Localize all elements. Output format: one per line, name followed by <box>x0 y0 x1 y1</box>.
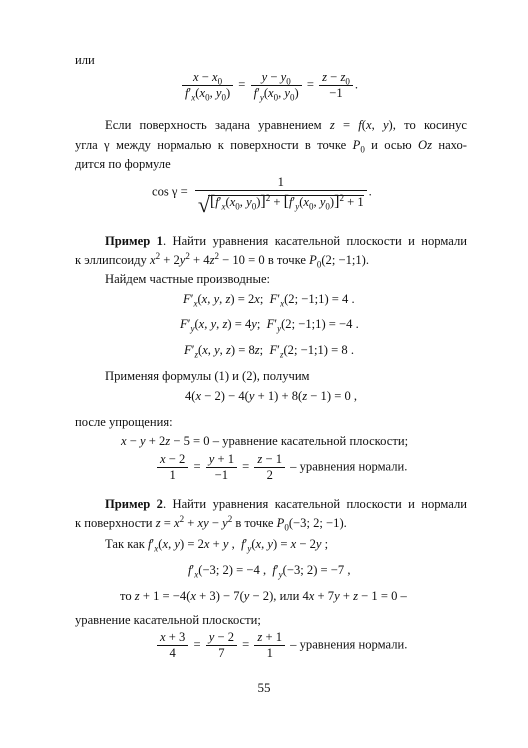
paragraph-surface-line3: дится по формуле <box>75 157 171 171</box>
example1-ellipsoid: к эллипсоиду $x^2 + 2y^2 + 4z^2 - 10 = 0$ в точке $P_0(2$; −1;1). <box>75 250 370 270</box>
formula-normal-canonical: $\frac{x - x_0}{f'_x(x_0, y_0)}$ = $\frac{y - y_0}{f'_y(x_0, y_0)}$ = $\frac{z - z_0}{-1}$ . <box>180 70 358 101</box>
text-ili: или <box>75 53 95 67</box>
partial-z: $F'_z(x$, y, z) = 8z; $F'_z(2$; −1;1) = 8 . <box>184 343 354 360</box>
formula-cos-gamma: cos γ = 1 √ [$f'_x(x_0$, $y_0)]^2 + [f'_y(x_0$, $y_0)]^2 + 1$ . <box>152 175 372 217</box>
normal-eqs-1: $\frac{x - 2}{1}$ = $\frac{y + 1}{-1}$ = $\frac{z - 1}{2}$ – уравнения нормали. <box>155 452 407 483</box>
paragraph-surface-line2: угла γ между нормалью к поверхности в точке $P_0$ и осью Oz нахо- <box>75 138 467 155</box>
tangent-plane-eq: x − y + 2z − 5 = 0 – уравнение касательной плоскости; <box>121 434 409 448</box>
after-simplification: после упрощения: <box>75 415 173 429</box>
tangent-plane-expanded: 4(x − 2) − 4(y + 1) + 8(z − 1) = 0 , <box>185 389 358 403</box>
partial-y: $F'_y(x$, y, z) = 4y; $F'_y(2$; −1;1) = −4 . <box>180 317 359 334</box>
example2-title: Пример 2. Найти уравнения касательной плоскости и нормали <box>105 497 467 511</box>
paragraph-surface-line1: Если поверхность задана уравнением z = f(x, y), то косинус <box>105 118 468 132</box>
apply-formulas-text: Применяя формулы (1) и (2), получим <box>105 369 310 383</box>
example2-tangent: то z + 1 = −4(x + 3) − 7(y − 2), или 4x + 7y + z − 1 = 0 – <box>120 589 407 603</box>
page-number: 55 <box>257 680 271 695</box>
example2-partial-values: $f'_x(-3$; 2) = −4 , $f'_y(-3$; 2) = −7 , <box>188 563 351 580</box>
example2-since: Так как $f'_x(x$, y) = 2x + y , $f'_y(x$, y) = x − 2y ; <box>105 537 329 554</box>
partials-intro: Найдем частные производные: <box>105 272 271 286</box>
example2-surface: к поверхности $z = x^2$ + xy − $y^2$ в точке $P_0(-3$; 2; −1). <box>75 513 347 533</box>
example1-title: Пример 1. Найти уравнения касательной плоскости и нормали <box>105 234 467 248</box>
partial-x: $F'_x(x$, y, z) = 2x; $F'_x(2$; −1;1) = 4 . <box>183 292 355 309</box>
example2-tangent-label: уравнение касательной плоскости; <box>75 613 261 627</box>
normal-eqs-2: $\frac{x + 3}{4}$ = $\frac{y - 2}{7}$ = $\frac{z + 1}{1}$ – уравнения нормали. <box>155 630 407 661</box>
